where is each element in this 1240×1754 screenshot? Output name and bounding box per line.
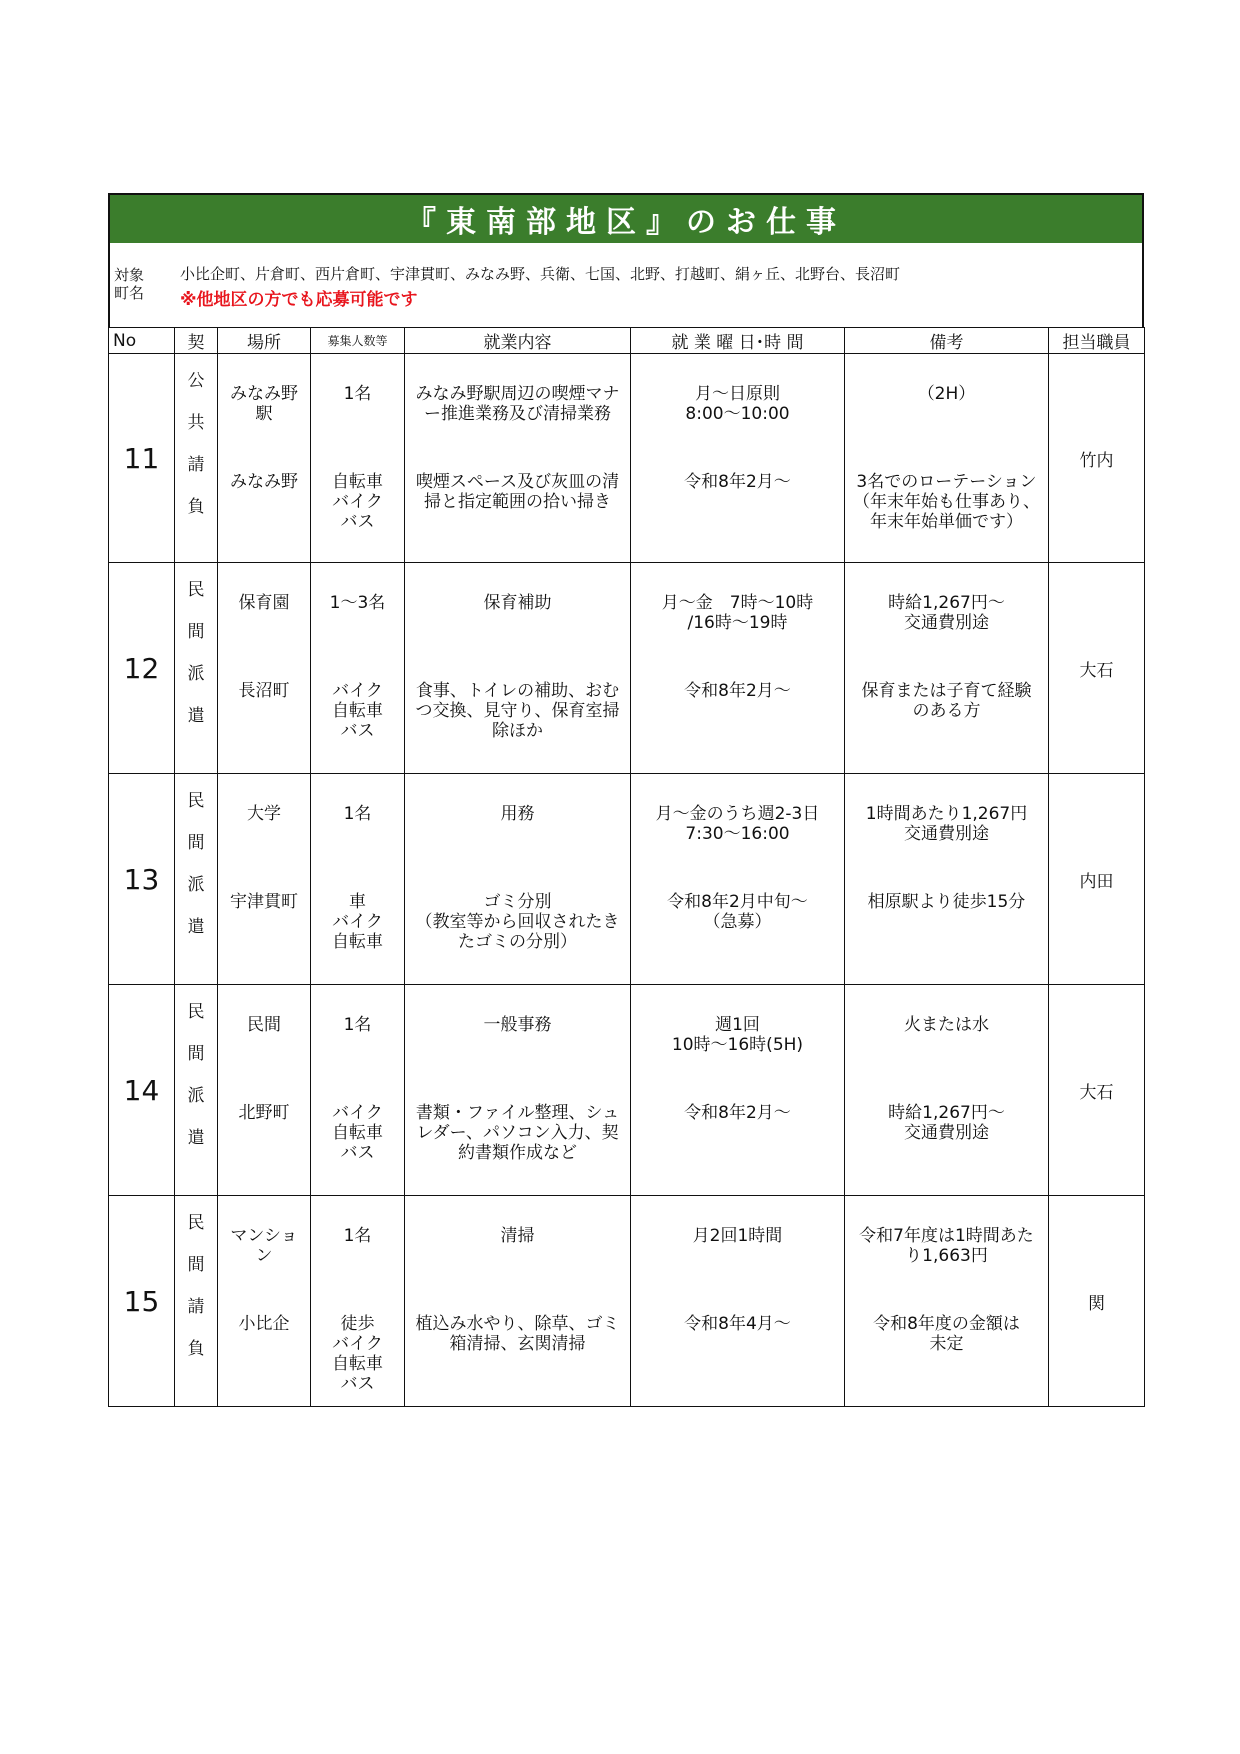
place-cell	[218, 354, 311, 563]
contract-type	[175, 354, 218, 563]
schedule-cell	[631, 354, 845, 563]
count-cell	[311, 354, 405, 563]
remarks-top: 火または水	[904, 1015, 989, 1035]
count-cell	[311, 985, 405, 1196]
place-cell	[218, 563, 311, 774]
schedule-bottom: 令和8年2月～	[684, 1103, 791, 1123]
contract-char: 負	[187, 1339, 205, 1359]
header-place: 場所	[218, 328, 311, 354]
place-bottom: みなみ野	[230, 472, 298, 492]
remarks-top: 時給1,267円～ 交通費別途	[888, 593, 1005, 633]
area-towns: 小比企町、片倉町、西片倉町、宇津貫町、みなみ野、兵衛、七国、北野、打越町、絹ヶ丘、北野台、長沼町	[180, 265, 901, 283]
schedule-cell	[631, 774, 845, 985]
table-row	[109, 774, 1145, 985]
job-sheet	[108, 193, 1144, 1407]
count-cell	[311, 1196, 405, 1407]
schedule-cell	[631, 985, 845, 1196]
remarks-bottom: 時給1,267円～ 交通費別途	[888, 1103, 1005, 1143]
work-bottom: 食事、トイレの補助、おむつ交換、見守り、保育室掃除ほか	[415, 681, 620, 741]
header-contract: 契	[175, 328, 218, 354]
contract-char: 間	[187, 1255, 205, 1275]
row-number: 14	[109, 985, 175, 1196]
area-label-line-1: 対象	[114, 266, 145, 284]
table-row	[109, 563, 1145, 774]
remarks-top: （2H）	[917, 384, 976, 404]
contract-char: 派	[187, 1086, 205, 1106]
area-note: ※他地区の方でも応募可能です	[180, 290, 418, 310]
page-title: 『東南部地区』のお仕事	[108, 193, 1144, 243]
header-count: 募集人数等	[311, 328, 405, 354]
staff-name: 大石	[1049, 563, 1145, 774]
header-staff: 担当職員	[1049, 328, 1145, 354]
work-cell	[405, 354, 631, 563]
work-top: 保育補助	[483, 593, 552, 613]
remarks-bottom: 保育または子育て経験 のある方	[861, 681, 1032, 721]
contract-char: 間	[187, 622, 205, 642]
place-top: 大学	[247, 804, 281, 824]
remarks-bottom: 令和8年度の金額は 未定	[873, 1314, 1020, 1354]
remarks-bottom: 相原駅より徒歩15分	[867, 892, 1026, 912]
schedule-bottom: 令和8年2月～	[684, 681, 791, 701]
job-table	[108, 327, 1145, 1407]
area-label-line-2: 町名	[114, 284, 145, 302]
contract-char: 遣	[187, 1128, 205, 1148]
count-cell	[311, 774, 405, 985]
contract-char: 遣	[187, 706, 205, 726]
contract-char: 間	[187, 833, 205, 853]
count-bottom: 車 バイク 自転車	[332, 892, 383, 952]
header-row	[109, 328, 1145, 354]
row-number: 15	[109, 1196, 175, 1407]
contract-char: 負	[187, 497, 205, 517]
contract-char: 遣	[187, 917, 205, 937]
count-top: 1～3名	[329, 593, 386, 613]
table-row	[109, 1196, 1145, 1407]
contract-char: 民	[187, 791, 205, 811]
staff-name: 関	[1049, 1196, 1145, 1407]
schedule-bottom: 令和8年4月～	[684, 1314, 791, 1334]
contract-type	[175, 774, 218, 985]
remarks-cell	[845, 774, 1049, 985]
count-top: 1名	[343, 804, 372, 824]
schedule-cell	[631, 563, 845, 774]
schedule-cell	[631, 1196, 845, 1407]
work-cell	[405, 774, 631, 985]
contract-char: 間	[187, 1044, 205, 1064]
remarks-cell	[845, 1196, 1049, 1407]
target-area-box	[108, 243, 1144, 327]
schedule-bottom: 令和8年2月中旬～ （急募）	[667, 892, 808, 932]
remarks-cell	[845, 354, 1049, 563]
work-top: 清掃	[500, 1226, 535, 1246]
count-bottom: バイク 自転車 バス	[332, 681, 383, 741]
count-cell	[311, 563, 405, 774]
staff-name: 竹内	[1049, 354, 1145, 563]
header-work: 就業内容	[405, 328, 631, 354]
work-top: みなみ野駅周辺の喫煙マナー推進業務及び清掃業務	[415, 384, 620, 424]
table-row	[109, 354, 1145, 563]
schedule-top: 月～金 7時～10時 /16時～19時	[661, 593, 814, 633]
table-row	[109, 985, 1145, 1196]
header-no: No	[109, 328, 175, 354]
place-bottom: 宇津貫町	[230, 892, 298, 912]
schedule-bottom: 令和8年2月～	[684, 472, 791, 492]
contract-char: 共	[187, 413, 205, 433]
place-cell	[218, 985, 311, 1196]
contract-char: 請	[187, 1297, 205, 1317]
work-cell	[405, 1196, 631, 1407]
work-top: 用務	[500, 804, 535, 824]
place-cell	[218, 1196, 311, 1407]
work-bottom: 植込み水やり、除草、ゴミ箱清掃、玄関清掃	[415, 1314, 620, 1354]
count-bottom: 自転車 バイク バス	[332, 472, 383, 532]
contract-char: 民	[187, 1002, 205, 1022]
count-top: 1名	[343, 1015, 372, 1035]
remarks-top: 令和7年度は1時間あたり1,663円	[859, 1226, 1034, 1266]
contract-char: 民	[187, 1213, 205, 1233]
row-number: 12	[109, 563, 175, 774]
work-cell	[405, 985, 631, 1196]
contract-char: 民	[187, 580, 205, 600]
count-bottom: バイク 自転車 バス	[332, 1103, 383, 1163]
schedule-top: 月～日原則 8:00～10:00	[685, 384, 790, 424]
work-bottom: ゴミ分別 （教室等から回収されたきたゴミの分別）	[415, 892, 620, 952]
contract-char: 請	[187, 455, 205, 475]
place-cell	[218, 774, 311, 985]
schedule-top: 月～金のうち週2-3日 7:30～16:00	[655, 804, 820, 844]
contract-char: 派	[187, 875, 205, 895]
work-bottom: 喫煙スペース及び灰皿の清掃と指定範囲の拾い掃き	[415, 472, 620, 512]
contract-type	[175, 563, 218, 774]
remarks-cell	[845, 985, 1049, 1196]
staff-name: 内田	[1049, 774, 1145, 985]
contract-type	[175, 1196, 218, 1407]
count-bottom: 徒歩 バイク 自転車 バス	[332, 1314, 383, 1394]
staff-name: 大石	[1049, 985, 1145, 1196]
place-top: マンション	[230, 1226, 298, 1266]
place-bottom: 小比企	[238, 1314, 290, 1334]
place-top: 保育園	[238, 593, 290, 613]
header-remarks: 備考	[845, 328, 1049, 354]
schedule-top: 週1回 10時～16時(5H)	[671, 1015, 804, 1055]
contract-type	[175, 985, 218, 1196]
work-bottom: 書類・ファイル整理、シュレダー、パソコン入力、契約書類作成など	[415, 1103, 620, 1163]
row-number: 11	[109, 354, 175, 563]
remarks-cell	[845, 563, 1049, 774]
schedule-top: 月2回1時間	[692, 1226, 783, 1246]
place-top: 民間	[247, 1015, 281, 1035]
contract-char: 公	[187, 371, 205, 391]
place-bottom: 長沼町	[238, 681, 290, 701]
header-schedule: 就 業 曜 日･時 間	[631, 328, 845, 354]
work-cell	[405, 563, 631, 774]
place-bottom: 北野町	[238, 1103, 290, 1123]
count-top: 1名	[343, 1226, 372, 1246]
remarks-top: 1時間あたり1,267円 交通費別途	[865, 804, 1028, 844]
place-top: みなみ野駅	[230, 384, 298, 424]
remarks-bottom: 3名でのローテーション （年末年始も仕事あり、 年末年始単価です）	[853, 472, 1040, 532]
row-number: 13	[109, 774, 175, 985]
area-label	[114, 266, 144, 302]
count-top: 1名	[343, 384, 372, 404]
work-top: 一般事務	[483, 1015, 552, 1035]
contract-char: 派	[187, 664, 205, 684]
